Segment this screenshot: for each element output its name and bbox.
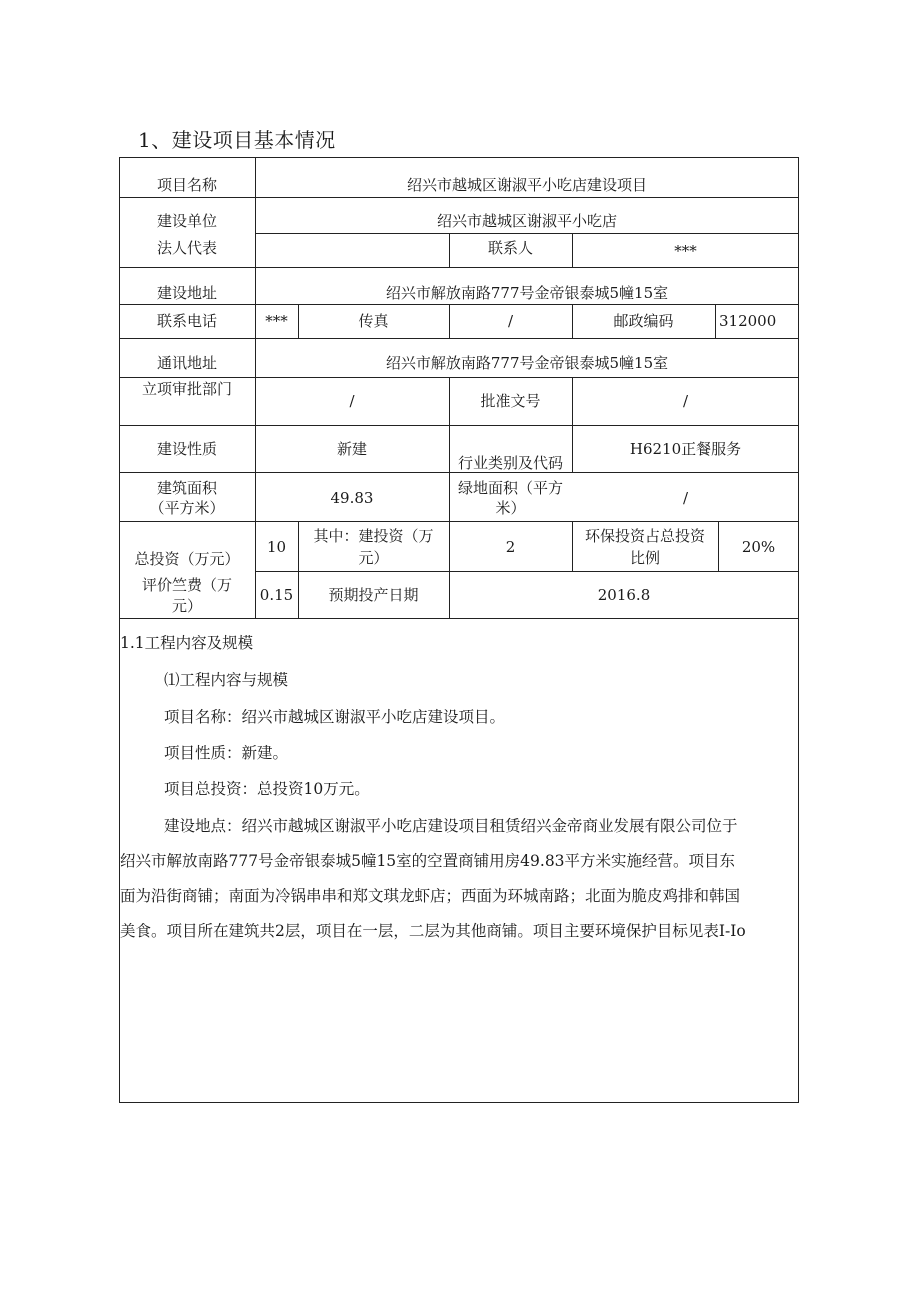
green-value: / — [682, 489, 689, 507]
postcode-label: 邮政编码 — [613, 312, 674, 330]
unit-value: 绍兴市越城区谢淑平小吃店 — [436, 212, 617, 230]
row-divider — [119, 304, 799, 305]
eval-fee-label-1: 评价竺费（万 — [141, 576, 232, 594]
fax-value: / — [507, 312, 514, 330]
row-divider — [119, 267, 799, 268]
phone-label: 联系电话 — [156, 312, 217, 330]
mail-address-value: 绍兴市解放南路777号金帝银泰城5幢15室 — [385, 354, 669, 372]
eval-fee-label-2: 元） — [171, 597, 202, 615]
content-sub-title: ⑴工程内容与规模 — [164, 671, 289, 689]
env-ratio-label-2: 比例 — [629, 549, 660, 567]
construct-investment-label-2: 元） — [358, 549, 389, 567]
paragraph-project-name: 项目名称：绍兴市越城区谢淑平小吃店建设项目。 — [164, 708, 506, 726]
area-label-1: 建筑面积 — [156, 479, 217, 497]
row-divider — [119, 425, 799, 426]
postcode-value: 312000 — [719, 312, 777, 330]
address-value: 绍兴市解放南路777号金帝银泰城5幢15室 — [385, 284, 669, 302]
green-label-1: 绿地面积（平方 — [457, 479, 563, 497]
row-divider — [119, 521, 799, 522]
area-value: 49.83 — [330, 489, 374, 507]
row-divider — [119, 197, 799, 198]
contact-label: 联系人 — [487, 239, 533, 257]
phone-value: *** — [265, 312, 288, 330]
nature-label: 建设性质 — [156, 440, 217, 458]
legal-rep-label: 法人代表 — [156, 239, 217, 257]
section-heading: 1、建设项目基本情况 — [138, 128, 336, 152]
content-section-title: 1.1工程内容及规模 — [120, 634, 254, 652]
green-label-2: 米） — [495, 499, 526, 517]
approval-no-label: 批准文号 — [480, 392, 541, 410]
paragraph-location-line-3: 面为沿街商铺；南面为冷锅串串和郑文琪龙虾店；西面为环城南路；北面为脆皮鸡排和韩国 — [120, 887, 741, 905]
paragraph-project-nature: 项目性质：新建。 — [164, 744, 289, 762]
row-divider — [119, 338, 799, 339]
unit-label: 建设单位 — [156, 212, 217, 230]
industry-value: H6210正餐服务 — [629, 440, 742, 458]
paragraph-project-investment: 项目总投资：总投资10万元。 — [164, 780, 370, 798]
row-divider — [119, 377, 799, 378]
row-divider — [255, 233, 799, 234]
contact-value: *** — [674, 242, 697, 260]
total-investment-label: 总投资（万元） — [134, 550, 240, 568]
col-divider — [715, 304, 716, 338]
area-label-2: （平方米） — [149, 499, 225, 517]
fax-label: 传真 — [358, 312, 389, 330]
total-investment-value: 10 — [266, 538, 287, 556]
env-ratio-value: 20% — [741, 538, 776, 556]
project-name-label: 项目名称 — [156, 176, 217, 194]
industry-label: 行业类别及代码 — [457, 454, 563, 472]
eval-fee-value: 0.15 — [259, 586, 294, 604]
approval-dept-value: / — [349, 392, 355, 410]
paragraph-location-line-1: 建设地点：绍兴市越城区谢淑平小吃店建设项目租赁绍兴金帝商业发展有限公司位于 — [164, 817, 738, 835]
paragraph-location-line-2: 绍兴市解放南路777号金帝银泰城5幢15室的空置商铺用房49.83平方米实施经营。项目东 — [120, 852, 736, 870]
approval-dept-label: 立项审批部门 — [141, 380, 232, 398]
start-date-value: 2016.8 — [597, 586, 651, 604]
construct-investment-label-1: 其中：建投资（万 — [313, 527, 434, 545]
start-date-label: 预期投产日期 — [328, 586, 419, 604]
nature-value: 新建 — [336, 440, 367, 458]
address-label: 建设地址 — [156, 284, 217, 302]
mail-address-label: 通讯地址 — [156, 354, 217, 372]
row-divider — [119, 618, 799, 619]
approval-no-value: / — [682, 392, 689, 410]
row-divider — [255, 571, 799, 572]
project-name-value: 绍兴市越城区谢淑平小吃店建设项目 — [406, 176, 647, 194]
paragraph-location-line-4: 美食。项目所在建筑共2层，项目在一层，二层为其他商铺。项目主要环境保护目标见表I-Io — [120, 922, 746, 940]
env-ratio-label-1: 环保投资占总投资 — [584, 527, 705, 545]
construct-investment-value: 2 — [505, 538, 516, 556]
